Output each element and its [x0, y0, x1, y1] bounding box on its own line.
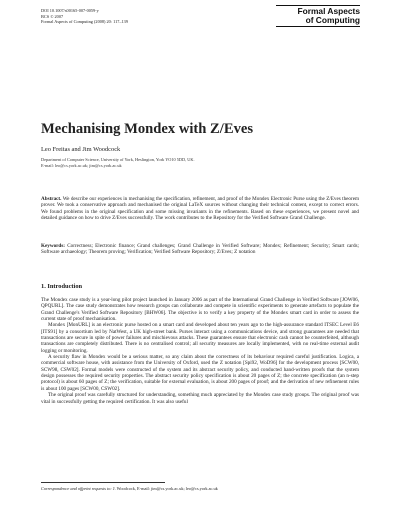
author-list: Leo Freitas and Jim Woodcock: [41, 146, 121, 153]
journal-logo: [276, 5, 360, 27]
affiliation: [41, 157, 195, 168]
paragraph: A security flaw in Mondex would be a serious matter, so any claim about the correctness of its behaviour required careful justification. Logica, a commercial software house, with assistance from the University of Oxford, used the Z notation [Spi92, WoD96] for the development process [SCW00, SCW98, CSW02]. Formal models were constructed of the system and its abstract security policy, and conducted hand-written proofs that the system design possesses the required security properties. The abstract security policy specification is about 20 pages of Z; the concrete specification (an n-step protocol) is about 60 pages of Z; the verification, suitable for external evaluation, is about 200 pages of proof; and the derivation of new refinement rules is about 100 pages [SCW00, CSW02].: [41, 354, 359, 392]
keywords-label: Keywords:: [41, 243, 65, 249]
paragraph: Mondex [MonURL] is an electronic purse hosted on a smart card and developed about ten years ago to the high-assurance standard ITSEC Level E6 [ITS91] by a consortium led by NatWest, a UK high-street bank. Purses interact using a communications device, and strong guarantees are needed that transactions are secure in spite of power failures and mischievous attacks. These guarantees ensure that electronic cash cannot be counterfeited, although transactions are completely distributed. There is no centralised control; all security measures are locally implemented, with no real-time external audit logging or monitoring.: [41, 322, 359, 354]
abstract-text: We describe our experiences in mechanising the specification, refinement, and proof of the Mondex Electronic Purse using the Z/Eves theorem prover. We took a conservative approach and mechanised the original LaTeX sources without changing their technical content, except to correct errors. We found problems in the original specification and some missing invariants in the refinements. Based on these experiences, we present novel and detailed guidance on how to drive Z/Eves successfully. The work contributes to the Repository for the Verified Software Grand Challenge.: [41, 196, 359, 222]
journal-name-line-1: Formal Aspects: [297, 6, 360, 16]
footnote-divider: [41, 482, 165, 483]
introduction-body: [41, 297, 359, 405]
affiliation-email: E-mail: leo@cs.york.ac.uk; jim@cs.york.ac.uk: [41, 162, 122, 168]
journal-name-line-2: of Computing: [305, 15, 360, 25]
correspondence-footnote: [41, 486, 218, 491]
paper-title: Mechanising Mondex with Z/Eves: [41, 121, 254, 137]
footnote-address: J. Woodcock, E-mail: jim@cs.york.ac.uk; leo@cs.york.ac.uk: [112, 486, 218, 491]
paragraph: The Mondex case study is a year-long pilot project launched in January 2006 as part of the International Grand Challenge in Verified Software [JOW06, QPQURL]. The case study demonstrates how research groups can collaborate and compete in scientific experiments to generate artefacts to populate the Grand Challenge's Verified Software Repository [BHW06]. The objective is to verify a key property of the Mondex smart card in order to assess the current state of proof mechanisation.: [41, 297, 359, 323]
publication-metadata: [41, 8, 128, 25]
keywords-text: Correctness; Electronic finance; Grand challenges; Grand Challenge in Verified Software; Mondex; Refinement; Security; Smart cards; Software archaeology; Theorem proving; Verification; Verified Software Repository; Z/Eves; Z notation: [41, 243, 359, 256]
section-heading: 1. Introduction: [41, 283, 83, 290]
keywords: [41, 243, 359, 256]
citation-line: Formal Aspects of Computing (2008) 20: 117–139: [41, 19, 128, 25]
paragraph: The original proof was carefully structured for understanding, something much appreciated by the Mondex case study groups. The original proof was vital in successfully getting the required certification. It was also useful: [41, 392, 359, 405]
abstract-label: Abstract.: [41, 196, 62, 202]
doi-line: DOI 10.1007/s00165-007-0059-y: [41, 8, 99, 13]
copyright-line: BCS © 2007: [41, 13, 64, 19]
affiliation-department: Department of Computer Science, University of York, Heslington, York YO10 5DD, UK.: [41, 157, 195, 162]
abstract: [41, 196, 359, 221]
footnote-label: Correspondence and offprint requests to:: [41, 486, 112, 491]
